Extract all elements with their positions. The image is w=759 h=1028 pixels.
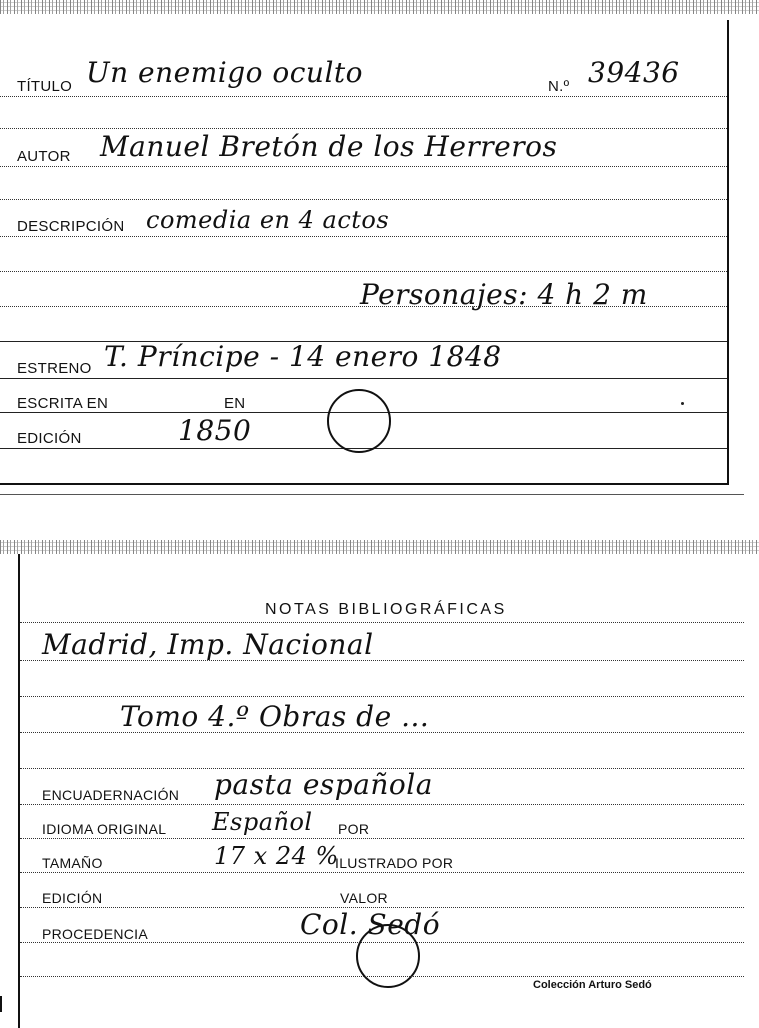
- rule-blank-2: [0, 199, 727, 200]
- card-bottom-border: [0, 483, 729, 485]
- card-top-edge: [0, 540, 759, 554]
- descripcion-label: DESCRIPCIÓN: [17, 218, 125, 235]
- rule-estreno: [0, 378, 727, 379]
- idioma-value: Español: [212, 808, 313, 836]
- numero-label: N.º: [548, 78, 570, 95]
- personajes-value: Personajes: 4 h 2 m: [360, 278, 648, 311]
- idioma-label: IDIOMA ORIGINAL: [42, 821, 167, 837]
- edicion-label-back: EDICIÓN: [42, 890, 103, 906]
- edicion-label: EDICIÓN: [17, 430, 82, 447]
- rule-encuadernacion: [20, 804, 744, 805]
- card-left-border: [18, 554, 20, 1028]
- por-label: POR: [338, 821, 370, 837]
- rule-blank-1: [0, 128, 727, 129]
- descripcion-value: comedia en 4 actos: [146, 206, 390, 234]
- punch-hole: [356, 924, 420, 988]
- collection-footer: Colección Arturo Sedó: [533, 979, 652, 991]
- estreno-value: T. Príncipe - 14 enero 1848: [104, 340, 502, 373]
- tamano-label: TAMAÑO: [42, 855, 103, 871]
- speck: [681, 402, 684, 405]
- autor-value: Manuel Bretón de los Herreros: [100, 130, 558, 163]
- procedencia-label: PROCEDENCIA: [42, 926, 148, 942]
- valor-label: VALOR: [340, 890, 388, 906]
- rule-descripcion: [0, 236, 727, 237]
- rule-titulo: [0, 96, 727, 97]
- rule-note-blank: [20, 696, 744, 697]
- rule-personajes: [0, 306, 727, 307]
- catalog-card-back: [0, 540, 759, 1028]
- rule-bottom: [20, 976, 744, 977]
- titulo-value: Un enemigo oculto: [86, 56, 364, 89]
- titulo-label: TÍTULO: [17, 78, 73, 95]
- en-label: EN: [224, 395, 246, 412]
- tamano-value: 17 x 24 %: [214, 842, 339, 870]
- rule-note-2: [20, 732, 744, 733]
- edicion-value: 1850: [178, 414, 252, 447]
- rule-idioma: [20, 838, 744, 839]
- rule-blank-3: [0, 271, 727, 272]
- autor-label: AUTOR: [17, 148, 71, 165]
- notas-heading: NOTAS BIBLIOGRÁFICAS: [265, 601, 507, 618]
- escrita-en-label: ESCRITA EN: [17, 395, 109, 412]
- card-top-edge: [0, 0, 759, 14]
- rule-note-1: [20, 660, 744, 661]
- note-line-1: Madrid, Imp. Nacional: [42, 628, 374, 661]
- estreno-label: ESTRENO: [17, 360, 92, 377]
- card-shadow-line: [0, 494, 744, 495]
- catalog-card-front: [0, 0, 759, 492]
- encuadernacion-label: ENCUADERNACIÓN: [42, 787, 180, 803]
- ilustrado-label: ILUSTRADO POR: [335, 855, 454, 871]
- procedencia-value: Col. Sedó: [300, 908, 441, 941]
- rule-autor: [0, 166, 727, 167]
- punch-hole: [327, 389, 391, 453]
- numero-value: 39436: [588, 56, 680, 89]
- note-line-2: Tomo 4.º Obras de ...: [120, 700, 430, 733]
- card-right-border: [727, 20, 729, 484]
- encuadernacion-value: pasta española: [214, 768, 433, 801]
- card-left-corner: [0, 996, 2, 1012]
- rule-tamano: [20, 872, 744, 873]
- rule-notas: [20, 622, 744, 623]
